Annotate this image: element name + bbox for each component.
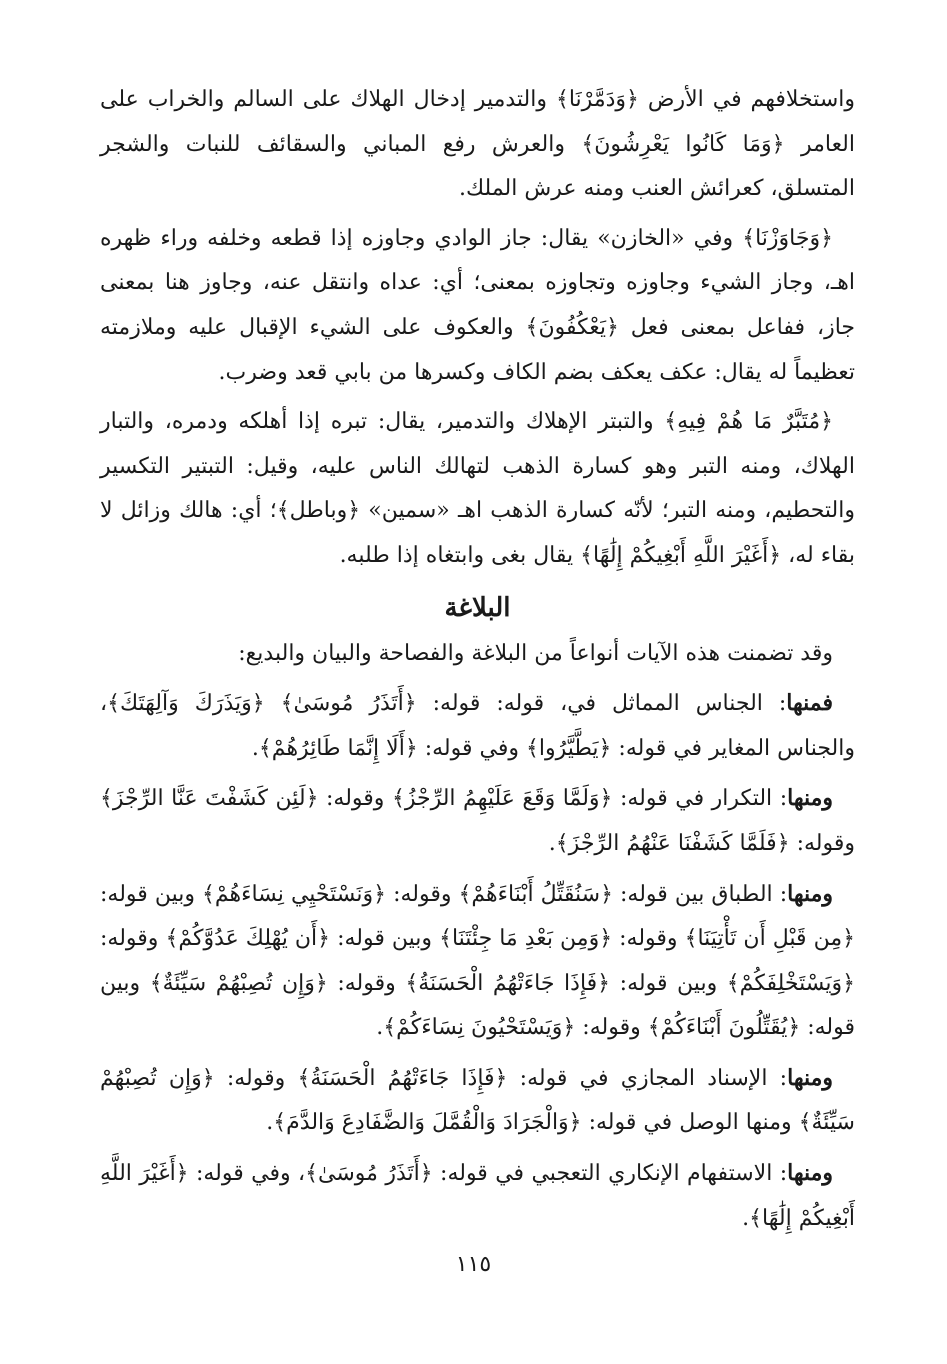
paragraph-istikhlaf: واستخلافهم في الأرض ﴿وَدَمَّرْنَا﴾ والتدمير إدخال الهلاك على السالم والخراب على العامر ﴿وَمَا كَانُوا يَعْرِشُونَ﴾ والعرش رفع المباني والسقائف للنبات والشجر المتسلق، كعرائش العنب ومنه عرش الملك. (100, 87, 855, 202)
item-text: : الطباق بين قوله: ﴿سَنُقَتِّلُ أَبْنَاءَهُمْ﴾ وقوله: ﴿وَنَسْتَحْيِي نِسَاءَهُمْ﴾ وبين قوله: ﴿مِن قَبْلِ أَن تَأْتِيَنَا﴾ وقوله: ﴿وَمِن بَعْدِ مَا جِئْتَنَا﴾ وبين قوله: ﴿أَن يُهْلِكَ عَدُوَّكُمْ﴾ وقوله: ﴿وَيَسْتَخْلِفَكُمْ﴾ وبين قوله: ﴿فَإِذَا جَاءَتْهُمُ الْحَسَنَةُ﴾ وقوله: ﴿وَإِن تُصِبْهُمْ سَيِّئَةٌ﴾ وبين قوله: ﴿يُقَتِّلُونَ أَبْنَاءَكُمْ﴾ وقوله: ﴿وَيَسْتَحْيُونَ نِسَاءَكُمْ﴾. (100, 881, 855, 1041)
section-heading-balagha: البلاغة (444, 592, 511, 623)
item-lead: ومنها (787, 880, 833, 907)
item-text: : الجناس المماثل في، قوله: قوله: ﴿أَتَذَرُ مُوسَىٰ﴾ ﴿وَيَذَرَكَ وَآلِهَتَكَ﴾، والجناس المغاير في قوله: ﴿يَطَّيَّرُوا﴾ وفي قوله: ﴿أَلَا إِنَّمَا طَائِرُهُمْ﴾. (100, 691, 855, 761)
rhetoric-item-tibaq (100, 872, 855, 1051)
item-lead: ومنها (787, 1064, 833, 1091)
paragraph-jawazna: ﴿وَجَاوَزْنَا﴾ وفي «الخازن» يقال: جاز الوادي وجاوزه إذا قطعه وخلفه وراء ظهره اهـ، وجاز الشيء وجاوزه وتجاوزه بمعنى؛ أي: عداه وانتقل عنه، وجاوز هنا بمعنى جاز، ففاعل بمعنى فعل ﴿يَعْكُفُونَ﴾ والعكوف على الشيء الإقبال عليه وملازمته تعظيماً له يقال: عكف يعكف بضم الكاف وكسرها من بابي قعد وضرب. (100, 225, 855, 385)
item-lead: فمنها (786, 690, 833, 717)
rhetoric-item-isnad (100, 1056, 855, 1146)
rhetoric-item-istifham (100, 1151, 855, 1241)
item-lead: ومنها (787, 1160, 833, 1187)
item-text: : الإسناد المجازي في قوله: ﴿فَإِذَا جَاءَتْهُمُ الْحَسَنَةُ﴾ وقوله: ﴿وَإِن تُصِبْهُمْ سَيِّئَةٌ﴾ ومنها الوصل في قوله: ﴿وَالْجَرَادَ وَالْقُمَّلَ وَالضَّفَادِعَ وَالدَّمَ﴾. (100, 1065, 855, 1136)
section-intro: وقد تضمنت هذه الآيات أنواعاً من البلاغة والفصاحة والبيان والبديع: (238, 640, 833, 666)
rhetoric-item-jinas (100, 681, 855, 771)
page-number: ١١٥ (455, 1252, 492, 1277)
item-lead: ومنها (787, 785, 833, 812)
rhetoric-item-takrar (100, 776, 855, 866)
item-text: : الاستفهام الإنكاري التعجبي في قوله: ﴿أَتَذَرُ مُوسَىٰ﴾، وفي قوله: ﴿أَغَيْرَ اللَّهِ أَبْغِيكُمْ إِلَٰهًا﴾. (100, 1161, 855, 1231)
paragraph-mutabbar: ﴿مُتَبَّرٌ مَا هُمْ فِيهِ﴾ والتبتر الإهلاك والتدمير، يقال: تبره إذا أهلكه ودمره، والتبار الهلاك، ومنه التبر وهو كسارة الذهب لتهالك الناس عليه، وقيل: التبتير التكسير والتحطيم، ومنه التبر؛ لأنّه كسارة الذهب اهـ «سمين» ﴿وباطل﴾؛ أي: هالك وزائل لا بقاء له، ﴿أَغَيْرَ اللَّهِ أَبْغِيكُمْ إِلَٰهًا﴾ يقال بغى وابتغاه إذا طلبه. (100, 409, 855, 568)
item-text: : التكرار في قوله: ﴿وَلَمَّا وَقَعَ عَلَيْهِمُ الرِّجْزُ﴾ وقوله: ﴿لَئِن كَشَفْتَ عَنَّا الرِّجْزَ﴾ وقوله: ﴿فَلَمَّا كَشَفْنَا عَنْهُمُ الرِّجْزَ﴾. (100, 786, 855, 856)
